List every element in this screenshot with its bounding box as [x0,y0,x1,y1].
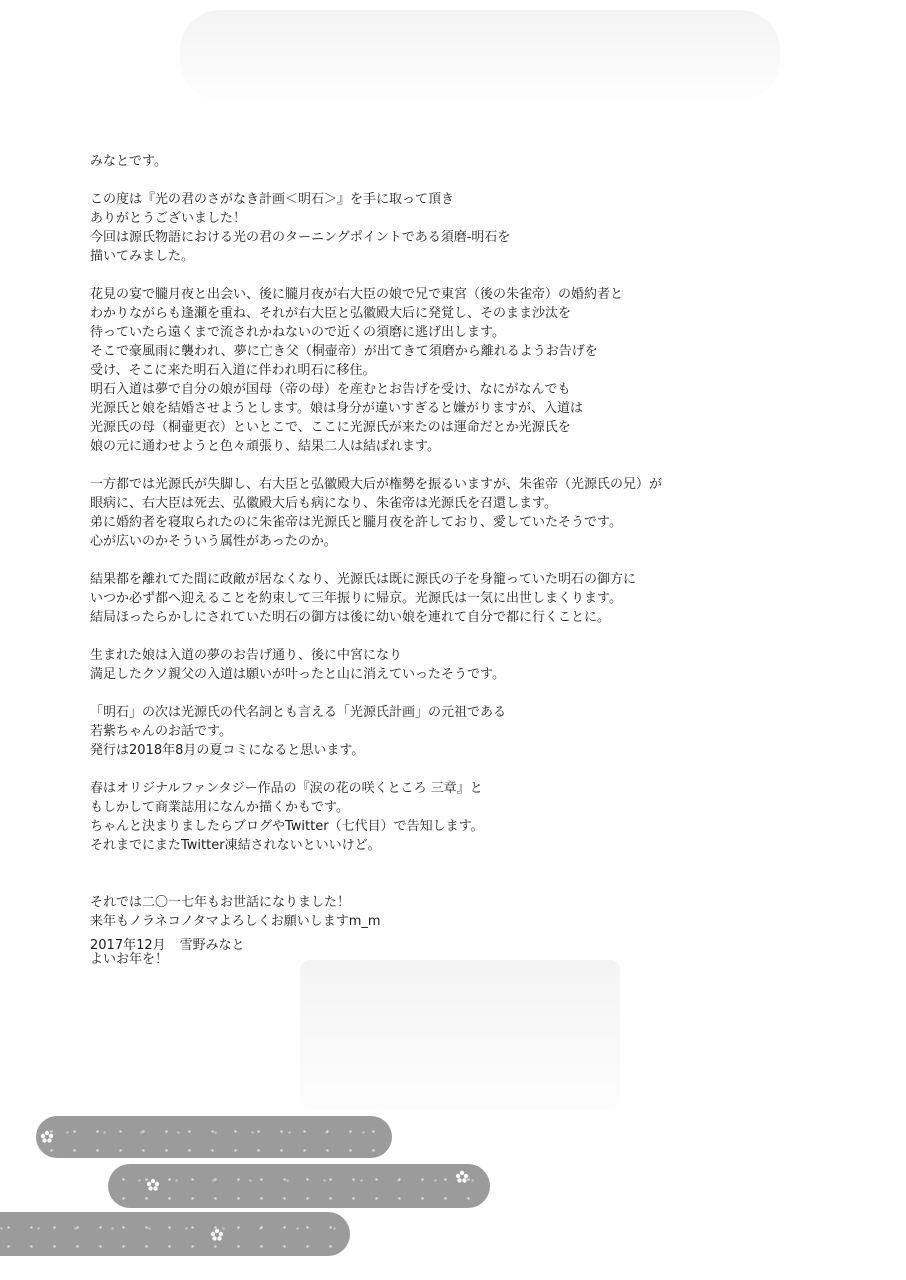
paragraph [90,570,810,627]
paragraph [90,646,810,684]
text-line: 心が広いのかそういう属性があったのか。 [90,534,337,549]
text-line: 「明石」の次は光源氏の代名詞とも言える「光源氏計画」の元祖である [90,705,507,720]
signature-date: 2017年12月 [90,938,166,953]
text-line: 娘の元に通わせようと色々頑張り、結果二人は結ばれます。 [90,439,440,454]
text-line: ありがとうございました！ [90,211,247,226]
text-line: 生まれた娘は入道の夢のお告げ通り、後に中宮になり [90,648,403,663]
text-line: 満足したクソ親父の入道は願いが叶ったと山に消えていったそうです。 [90,667,505,682]
text-line: 花見の宴で朧月夜と出会い、後に朧月夜が右大臣の娘で兄で東宮（後の朱雀帝）の婚約者と [90,287,624,302]
text-line: それでは二〇一七年もお世話になりました！ [90,895,351,910]
text-line: 結局ほったらかしにされていた明石の御方は後に幼い娘を連れて自分で都に行くことに。 [90,610,611,625]
text-line: わかりながらも逢瀬を重ね、それが右大臣と弘徽殿大后に発覚し、そのまま沙汰を [90,306,572,321]
text-line: 眼病に、右大臣は死去、弘徽殿大后も病になり、朱雀帝は光源氏を召還します。 [90,496,557,511]
plum-blossom-icon [40,1130,54,1144]
paragraph [90,893,810,931]
show-through-top [180,10,780,100]
haze-band-top [36,1116,392,1158]
signature-author: 雪野みなと [179,938,245,953]
paragraph [90,285,810,456]
text-line: 受け、そこに来た明石入道に伴われ明石に移住。 [90,363,376,378]
paragraph [90,152,810,171]
text-line: 発行は2018年8月の夏コミになると思います。 [90,743,365,758]
text-line: 待っていたら遠くまで流されかねないので近くの須磨に逃げ出します。 [90,325,505,340]
plum-blossom-icon [455,1170,469,1184]
show-through-bottom [300,960,620,1110]
text-line: いつか必ず都へ迎えることを約束して三年振りに帰京。光源氏は一気に出世しまくります。 [90,591,622,606]
text-line: この度は『光の君のさがなき計画＜明石＞』を手に取って頂き [90,192,455,207]
text-line: 弟に婚約者を寝取られたのに朱雀帝は光源氏と朧月夜を許しており、愛していたそうです。 [90,515,622,530]
text-line: 若紫ちゃんのお話です。 [90,724,232,739]
paragraph [90,779,810,855]
text-line: 明石入道は夢で自分の娘が国母（帝の母）を産むとお告げを受け、なにがなんでも [90,382,571,397]
paragraph [90,703,810,760]
text-line: よいお年を！ [90,952,169,967]
text-line: 今回は源氏物語における光の君のターニングポイントである須磨-明石を [90,230,511,245]
text-line: 光源氏と娘を結婚させようとします。娘は身分が違いすぎると嫌がりますが、入道は [90,401,583,416]
plum-blossom-icon [210,1228,224,1242]
text-line: それまでにまたTwitter凍結されないといいけど。 [90,838,381,853]
haze-band-bottom [0,1212,350,1256]
afterword-text [90,152,810,969]
text-line: ちゃんと決まりましたらブログやTwitter（七代目）で告知します。 [90,819,484,834]
text-line: 光源氏の母（桐壷更衣）といとこで、ここに光源氏が来たのは運命だとか光源氏を [90,420,571,435]
text-line: 描いてみました。 [90,249,195,264]
paragraph [90,475,810,551]
plum-blossom-icon [146,1178,160,1192]
text-line: 来年もノラネコノタマよろしくお願いしますm_m [90,914,381,929]
text-line: もしかして商業誌用になんか描くかもです。 [90,800,349,815]
text-line: みなとです。 [90,154,167,169]
signature [90,936,245,955]
paragraph [90,190,810,266]
haze-band-middle [108,1164,490,1208]
text-line: 結果都を離れてた間に政敵が居なくなり、光源氏は既に源氏の子を身籠っていた明石の御方に [90,572,637,587]
text-line: そこで豪風雨に襲われ、夢に亡き父（桐壷帝）が出てきて須磨から離れるようお告げを [90,344,598,359]
text-line: 春はオリジナルファンタジー作品の『涙の花の咲くところ 三章』と [90,781,483,796]
text-line: 一方都では光源氏が失脚し、右大臣と弘徽殿大后が権勢を振るいますが、朱雀帝（光源氏の兄）が [90,477,663,492]
